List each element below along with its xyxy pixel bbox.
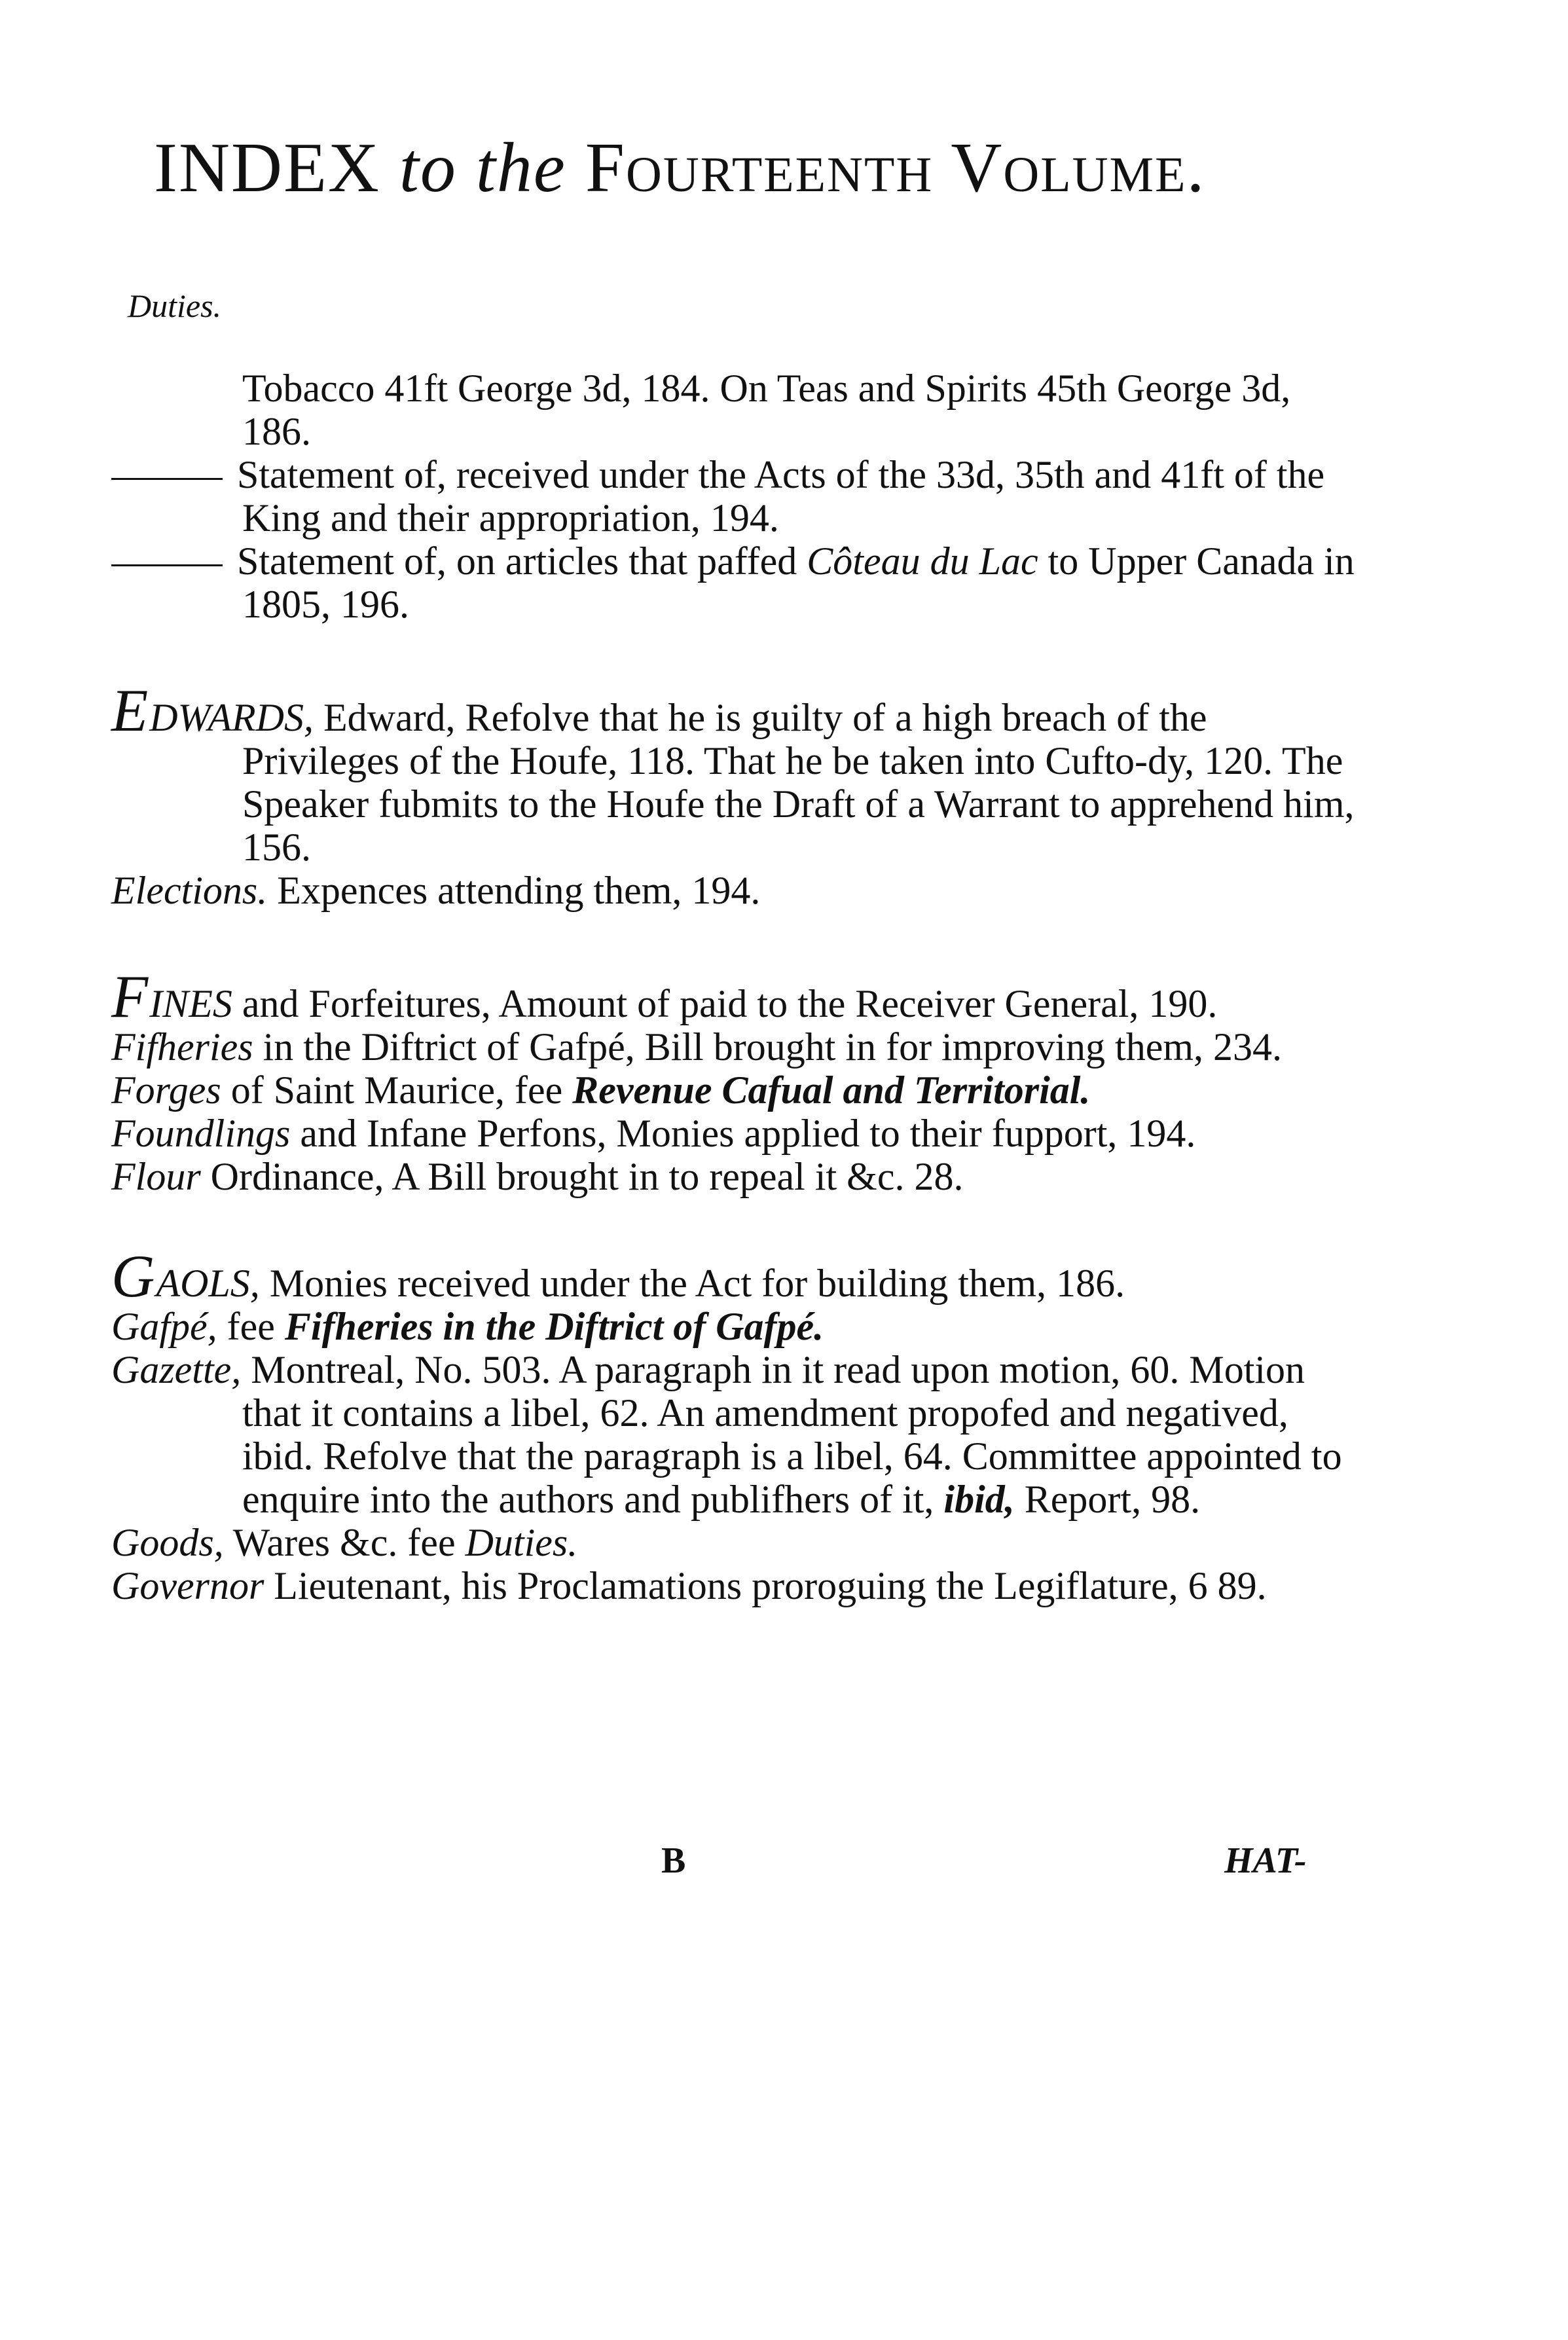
drop-letter: F — [111, 963, 150, 1030]
title-to-the: to the — [399, 129, 566, 207]
entry-heading: Governor — [111, 1564, 264, 1607]
entry-fines — [111, 963, 1362, 1030]
entry-heading: Gazette, — [111, 1348, 242, 1391]
entry-place: Côteau du Lac — [807, 539, 1038, 583]
spacer — [111, 1198, 1362, 1254]
entry-text: Statement of, on articles that paffed — [237, 539, 797, 583]
entry-fisheries — [111, 1025, 1362, 1069]
entry-heading: DWARDS, — [149, 696, 314, 739]
entry-governor — [111, 1564, 1362, 1607]
entry-text: and Forfeitures, Amount of paid to the Receiver General, 190. — [242, 982, 1218, 1025]
entry-text: fee — [227, 1305, 275, 1348]
page-title — [154, 128, 1398, 209]
index-entries — [111, 367, 1362, 1607]
cross-reference: Duties. — [465, 1521, 578, 1564]
cross-reference: Fifheries in the Diftrict of Gafpé. — [284, 1305, 824, 1348]
catchword: HAT- — [1224, 1840, 1307, 1881]
entry-elections — [111, 869, 1362, 912]
entry-text: Report, 98. — [1024, 1478, 1201, 1521]
title-index: INDEX — [154, 129, 380, 207]
cross-reference: Revenue Cafual and Territorial. — [572, 1069, 1091, 1112]
entry-edwards — [111, 677, 1362, 869]
entry-duties-statement-1 — [111, 453, 1362, 539]
title-volume: Fourteenth Volume. — [585, 129, 1206, 207]
section-head-duties: Duties. — [128, 287, 222, 324]
entry-heading: Flour — [111, 1155, 201, 1198]
entry-text: Lieutenant, his Proclamations proroguing the Legiflature, 6 89. — [274, 1564, 1267, 1607]
entry-heading: Elections. — [111, 869, 268, 912]
dash-rule — [111, 564, 223, 566]
entry-text: Ordinance, A Bill brought in to repeal it &c. 28. — [210, 1155, 964, 1198]
entry-heading: INES — [149, 982, 232, 1025]
drop-letter: E — [111, 677, 150, 744]
entry-text: Wares &c. fee — [232, 1521, 456, 1564]
entry-flour — [111, 1155, 1362, 1198]
entry-heading: Gafpé, — [111, 1305, 217, 1348]
signature-mark: B — [661, 1840, 686, 1881]
entry-heading: Fifheries — [111, 1025, 253, 1069]
entry-gaspe — [111, 1305, 1362, 1348]
entry-text: of Saint Maurice, fee — [230, 1069, 563, 1112]
entry-heading: Foundlings — [111, 1112, 291, 1155]
drop-letter: G — [111, 1243, 156, 1309]
entry-text: Edward, Refolve that he is guilty of a high breach of the Privileges of the Houfe, 118. That he be taken into Cufto-dy, 120. The Speaker fubmits to the Houfe the Draft of a Warrant to apprehend him, 156. — [242, 696, 1355, 869]
entry-text: Montreal, No. 503. A paragraph in it read upon motion, 60. Motion that it contains a libel, 62. An amendment propofed and negatived, ibid. Refolve that the paragraph is a libel, 64. Committee appointed to enquire into the authors and publifhers of it, — [242, 1348, 1342, 1521]
entry-text: Statement of, received under the Acts of the 33d, 35th and 41ft of the King and their appropriation, 194. — [237, 453, 1325, 539]
entry-text: to Upper Canada in 1805, 196. — [242, 539, 1355, 626]
entry-ibid: ibid, — [943, 1478, 1015, 1521]
entry-gazette — [111, 1348, 1362, 1521]
entry-gaols — [111, 1243, 1362, 1309]
entry-heading: Goods, — [111, 1521, 224, 1564]
spacer — [111, 626, 1362, 689]
entry-forges — [111, 1069, 1362, 1112]
entry-text: and Infane Perfons, Monies applied to their fupport, 194. — [300, 1112, 1196, 1155]
dash-rule — [111, 478, 223, 480]
entry-text: Monies received under the Act for building them, 186. — [269, 1262, 1125, 1305]
entry-text: Expences attending them, 194. — [277, 869, 761, 912]
entry-duties-statement-2 — [111, 539, 1362, 626]
entry-heading: Forges — [111, 1069, 221, 1112]
entry-text: in the Diftrict of Gafpé, Bill brought in for improving them, 234. — [263, 1025, 1283, 1069]
entry-goods — [111, 1521, 1362, 1564]
entry-heading: AOLS, — [156, 1262, 260, 1305]
spacer — [111, 912, 1362, 975]
entry-foundlings — [111, 1112, 1362, 1155]
entry-duties-tobacco: Tobacco 41ft George 3d, 184. On Teas and Spirits 45th George 3d, 186. — [242, 367, 1291, 453]
